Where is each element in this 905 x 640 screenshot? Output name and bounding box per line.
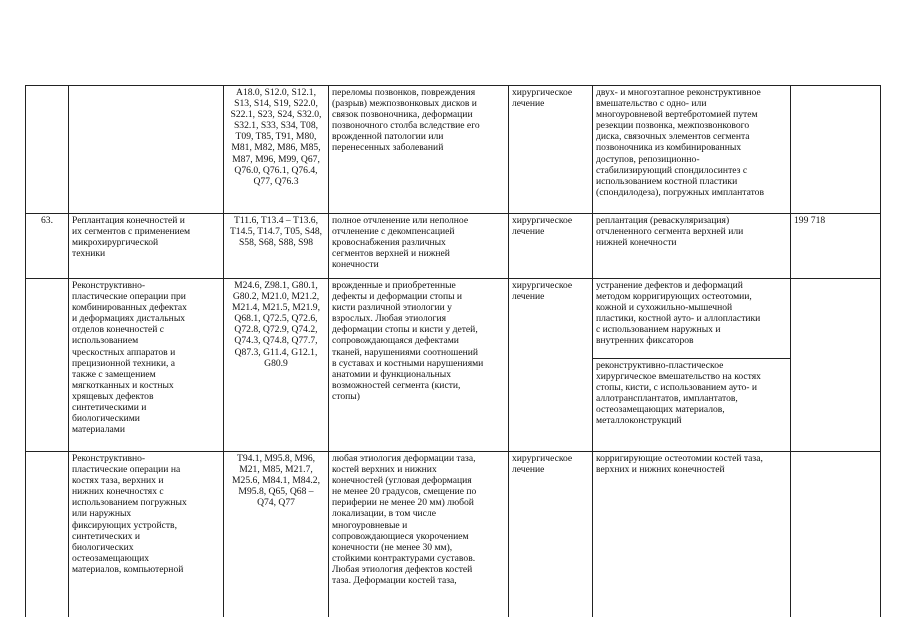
price [791, 452, 881, 617]
price [791, 279, 881, 452]
treatment-method: двух- и многоэтапное реконструктивное вмешательство с одно- или многоуровневой вертебротомией путем резекции позвонка, межпозвонкового диска, связочных элементов сегмента позвоночника из комбинированных доступов, репозиционно- стабилизирующий спондилосинтез с использованием костной пластики (спондилодеза), погружных имплантатов [593, 86, 791, 214]
price [791, 86, 881, 214]
treatment-method: реконструктивно-пластическое хирургическое вмешательство на костях стопы, кисти, с использованием ауто- и аллотрансплантатов, имплантатов, остеозамещающих материалов, металлоконструкций [593, 359, 791, 452]
table-row [26, 214, 881, 279]
table-row [26, 86, 881, 214]
row-number: 63. [26, 214, 69, 279]
table-row [26, 452, 881, 617]
icd-codes: T11.6, T13.4 – T13.6, T14.5, T14.7, T05, S48, S58, S68, S88, S98 [224, 214, 329, 279]
price: 199 718 [791, 214, 881, 279]
table-row [26, 279, 881, 359]
row-number [26, 86, 69, 214]
care-type-name: Реконструктивно- пластические операции при комбинированных дефектах и деформациях дистальных отделов конечностей с использованием чрескостных аппаратов и прецизионной техники, а также с замещением мягкотканных и костных хрящевых дефектов синтетическими и биологическими материалами [69, 279, 224, 452]
row-number [26, 279, 69, 452]
care-type-name [69, 86, 224, 214]
treatment-type: хирургическое лечение [509, 279, 593, 452]
patient-model: врожденные и приобретенные дефекты и деформации стопы и кисти различной этиологии у взрослых. Любая этиология деформации стопы и кисти у детей, сопровождающаяся дефектами тканей, нарушениями соотношений в суставах и костными нарушениями анатомии и функциональных возможностей сегмента (кисти, стопы) [329, 279, 509, 452]
care-type-name: Реплантация конечностей и их сегментов с применением микрохирургической техники [69, 214, 224, 279]
patient-model: любая этиология деформации таза, костей верхних и нижних конечностей (угловая деформация не менее 20 градусов, смещение по периферии не менее 20 мм) любой локализации, в том числе многоуровневые и сопровождающиеся укорочением конечности (не менее 30 мм), стойкими контрактурами суставов. Любая этиология дефектов костей таза. Деформации костей таза, [329, 452, 509, 617]
patient-model: переломы позвонков, повреждения (разрыв) межпозвонковых дисков и связок позвоночника, деформации позвоночного столба вследствие его врожденной патологии или перенесенных заболеваний [329, 86, 509, 214]
treatment-type: хирургическое лечение [509, 86, 593, 214]
patient-model: полное отчленение или неполное отчленение с декомпенсацией кровоснабжения различных сегментов верхней и нижней конечности [329, 214, 509, 279]
icd-codes: A18.0, S12.0, S12.1, S13, S14, S19, S22.0, S22.1, S23, S24, S32.0, S32.1, S33, S34, T08, T09, T85, T91, M80, M81, M82, M86, M85, M87, M96, M99, Q67, Q76.0, Q76.1, Q76.4, Q77, Q76.3 [224, 86, 329, 214]
care-type-name: Реконструктивно- пластические операции на костях таза, верхних и нижних конечностях с использованием погружных или наружных фиксирующих устройств, синтетических и биологических остеозамещающих материалов, компьютерной [69, 452, 224, 617]
medical-care-table [25, 85, 881, 617]
treatment-type: хирургическое лечение [509, 452, 593, 617]
treatment-method: устранение дефектов и деформаций методом корригирующих остеотомии, кожной и сухожильно-мышечной пластики, костной ауто- и аллопластики с использованием наружных и внутренних фиксаторов [593, 279, 791, 359]
icd-codes: M24.6, Z98.1, G80.1, G80.2, M21.0, M21.2, M21.4, M21.5, M21.9, Q68.1, Q72.5, Q72.6, Q72.8, Q72.9, Q74.2, Q74.3, Q74.8, Q77.7, Q87.3, G11.4, G12.1, G80.9 [224, 279, 329, 452]
row-number [26, 452, 69, 617]
treatment-method: корригирующие остеотомии костей таза, верхних и нижних конечностей [593, 452, 791, 617]
treatment-type: хирургическое лечение [509, 214, 593, 279]
treatment-method: реплантация (реваскуляризация) отчлененного сегмента верхней или нижней конечности [593, 214, 791, 279]
icd-codes: T94.1, M95.8, M96, M21, M85, M21.7, M25.6, M84.1, M84.2, M95.8, Q65, Q68 – Q74, Q77 [224, 452, 329, 617]
